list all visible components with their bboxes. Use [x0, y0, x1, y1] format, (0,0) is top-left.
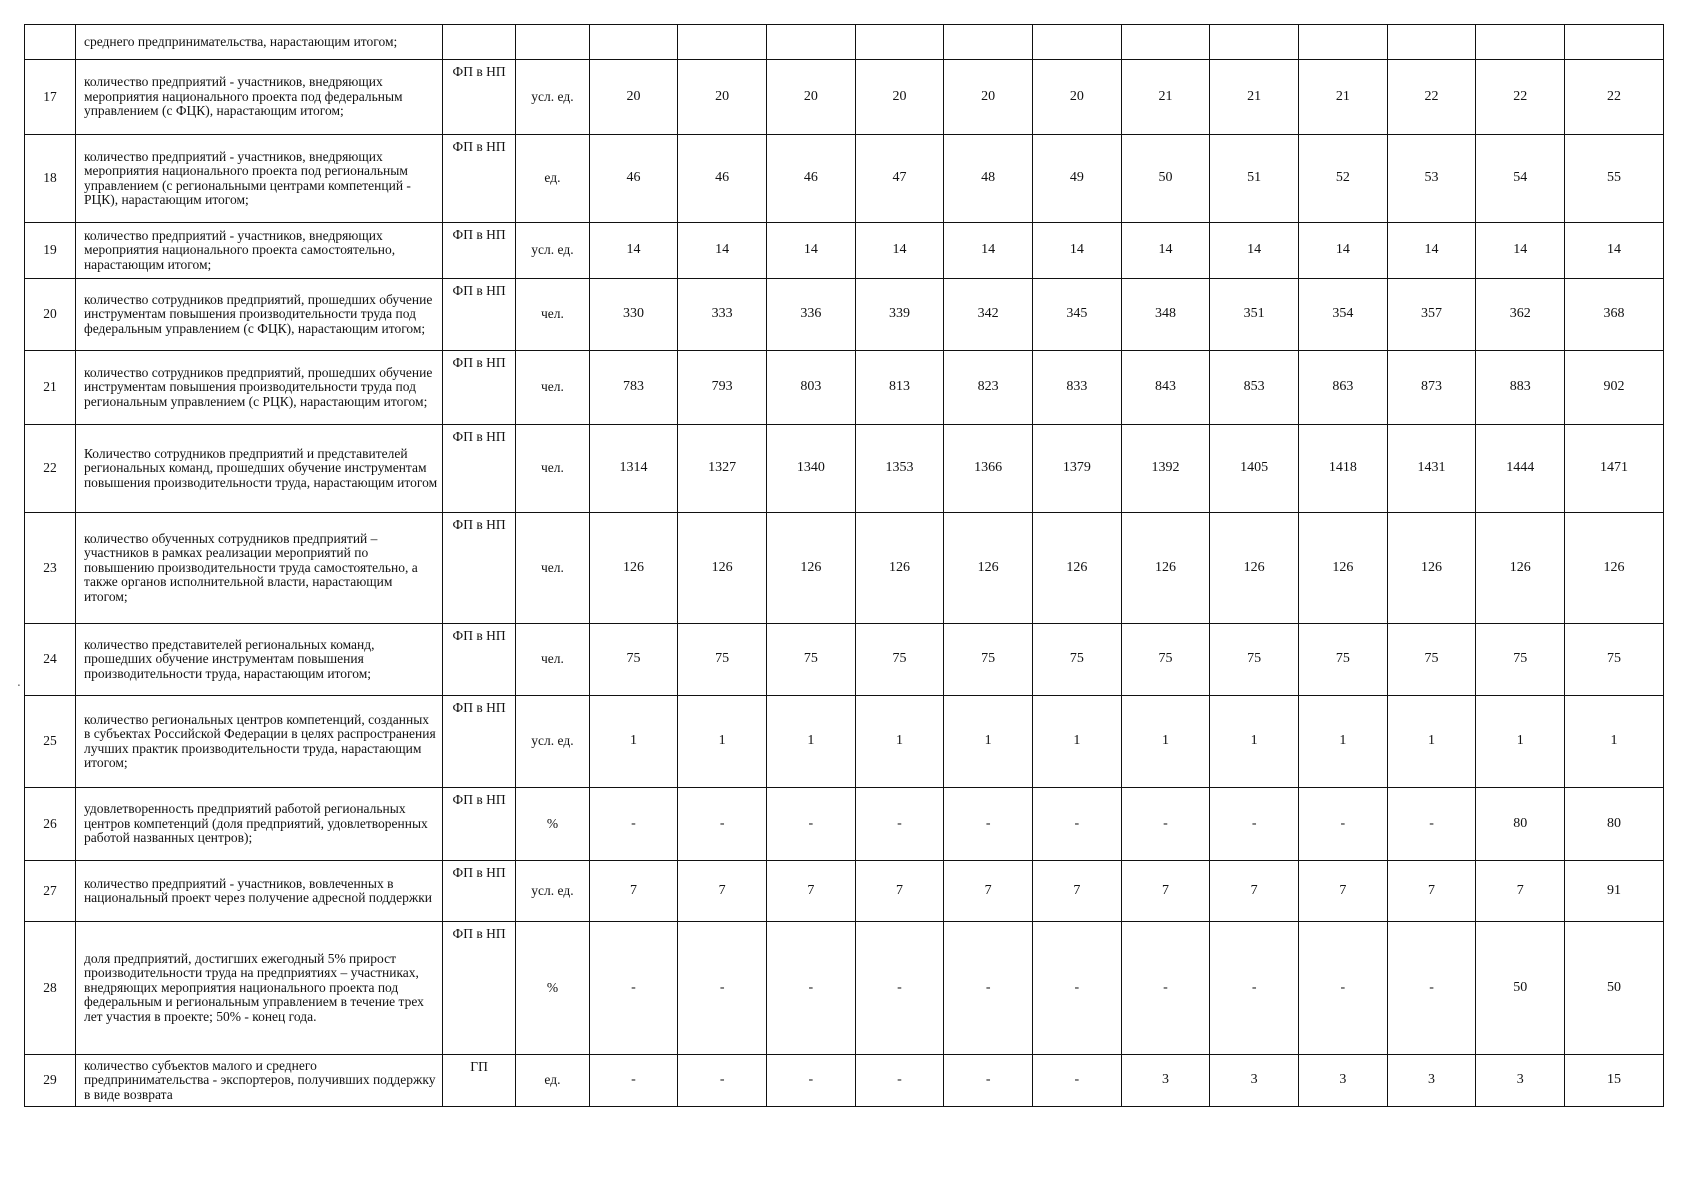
- value-cell: [944, 25, 1033, 60]
- value-cell: 75: [678, 624, 767, 696]
- value-cell: 354: [1299, 279, 1388, 351]
- value-cell: 126: [1476, 513, 1565, 624]
- value-cell: -: [1387, 922, 1476, 1055]
- value-cell: [766, 25, 855, 60]
- value-cell: 46: [766, 135, 855, 223]
- value-cell: 75: [1033, 624, 1122, 696]
- value-cell: 126: [589, 513, 678, 624]
- value-cell: [678, 25, 767, 60]
- value-cell: 1353: [855, 425, 944, 513]
- value-cell: 342: [944, 279, 1033, 351]
- indicator-description-cell: количество предприятий - участников, внедряющих мероприятия национального проекта под региональным управлением (с региональными центрами компетенций - РЦК), нарастающим итогом;: [75, 135, 442, 223]
- unit-cell: чел.: [516, 624, 589, 696]
- value-cell: -: [1299, 788, 1388, 861]
- unit-cell: усл. ед.: [516, 696, 589, 788]
- value-cell: 1471: [1565, 425, 1664, 513]
- value-cell: 22: [1565, 60, 1664, 135]
- value-cell: 1: [766, 696, 855, 788]
- table-row: [25, 25, 1664, 60]
- unit-cell: усл. ед.: [516, 223, 589, 279]
- value-cell: 1392: [1121, 425, 1210, 513]
- value-cell: 75: [1121, 624, 1210, 696]
- value-cell: -: [1121, 922, 1210, 1055]
- unit-cell: чел.: [516, 513, 589, 624]
- value-cell: -: [678, 922, 767, 1055]
- value-cell: -: [766, 922, 855, 1055]
- value-cell: 339: [855, 279, 944, 351]
- row-number-cell: 17: [25, 60, 76, 135]
- value-cell: 126: [1387, 513, 1476, 624]
- value-cell: 1366: [944, 425, 1033, 513]
- value-cell: 126: [766, 513, 855, 624]
- value-cell: 330: [589, 279, 678, 351]
- value-cell: 7: [589, 861, 678, 922]
- value-cell: 345: [1033, 279, 1122, 351]
- indicator-description-cell: количество предприятий - участников, внедряющих мероприятия национального проекта под федеральным управлением (с ФЦК), нарастающим итогом;: [75, 60, 442, 135]
- value-cell: -: [944, 922, 1033, 1055]
- value-cell: 48: [944, 135, 1033, 223]
- table-row: [25, 425, 1664, 513]
- row-number-cell: 18: [25, 135, 76, 223]
- value-cell: 75: [1210, 624, 1299, 696]
- value-cell: 1340: [766, 425, 855, 513]
- value-cell: 7: [678, 861, 767, 922]
- value-cell: 1: [1033, 696, 1122, 788]
- value-cell: 362: [1476, 279, 1565, 351]
- table-row: [25, 60, 1664, 135]
- value-cell: 843: [1121, 351, 1210, 425]
- value-cell: -: [944, 788, 1033, 861]
- value-cell: 813: [855, 351, 944, 425]
- value-cell: 7: [1210, 861, 1299, 922]
- value-cell: 14: [1033, 223, 1122, 279]
- value-cell: 3: [1387, 1055, 1476, 1107]
- value-cell: 75: [1565, 624, 1664, 696]
- value-cell: 7: [1299, 861, 1388, 922]
- value-cell: 873: [1387, 351, 1476, 425]
- value-cell: 20: [766, 60, 855, 135]
- value-cell: 46: [678, 135, 767, 223]
- value-cell: 47: [855, 135, 944, 223]
- row-number-cell: [25, 25, 76, 60]
- indicator-description-cell: доля предприятий, достигших ежегодный 5% прирост производительности труда на предприятиях – участниках, внедряющих мероприятия национального проекта под федеральным и региональным управлением в течение трех лет участия в проекте; 50% - конец года.: [75, 922, 442, 1055]
- value-cell: 7: [855, 861, 944, 922]
- value-cell: [1033, 25, 1122, 60]
- value-cell: 14: [766, 223, 855, 279]
- value-cell: 20: [678, 60, 767, 135]
- value-cell: 14: [855, 223, 944, 279]
- value-cell: 1327: [678, 425, 767, 513]
- unit-cell: усл. ед.: [516, 60, 589, 135]
- value-cell: 863: [1299, 351, 1388, 425]
- source-cell: ФП в НП: [442, 60, 515, 135]
- value-cell: 1: [1476, 696, 1565, 788]
- value-cell: 1: [1387, 696, 1476, 788]
- source-cell: ФП в НП: [442, 279, 515, 351]
- value-cell: 902: [1565, 351, 1664, 425]
- unit-cell: чел.: [516, 425, 589, 513]
- value-cell: 1: [589, 696, 678, 788]
- value-cell: 7: [1121, 861, 1210, 922]
- value-cell: 126: [1299, 513, 1388, 624]
- value-cell: 55: [1565, 135, 1664, 223]
- value-cell: 14: [1210, 223, 1299, 279]
- value-cell: -: [1210, 788, 1299, 861]
- value-cell: 126: [1033, 513, 1122, 624]
- value-cell: 80: [1476, 788, 1565, 861]
- value-cell: [1565, 25, 1664, 60]
- unit-cell: ед.: [516, 135, 589, 223]
- value-cell: 21: [1121, 60, 1210, 135]
- value-cell: 783: [589, 351, 678, 425]
- value-cell: 7: [1387, 861, 1476, 922]
- row-number-cell: 29: [25, 1055, 76, 1107]
- value-cell: -: [855, 788, 944, 861]
- value-cell: -: [1033, 788, 1122, 861]
- table-body: [25, 25, 1664, 1107]
- value-cell: 1314: [589, 425, 678, 513]
- value-cell: 7: [1476, 861, 1565, 922]
- source-cell: ФП в НП: [442, 223, 515, 279]
- value-cell: 91: [1565, 861, 1664, 922]
- unit-cell: ед.: [516, 1055, 589, 1107]
- value-cell: 75: [1387, 624, 1476, 696]
- value-cell: 7: [944, 861, 1033, 922]
- value-cell: 54: [1476, 135, 1565, 223]
- value-cell: 20: [944, 60, 1033, 135]
- value-cell: 351: [1210, 279, 1299, 351]
- margin-mark: .: [17, 675, 21, 689]
- value-cell: 20: [589, 60, 678, 135]
- value-cell: 1: [1210, 696, 1299, 788]
- value-cell: 3: [1476, 1055, 1565, 1107]
- value-cell: 126: [678, 513, 767, 624]
- value-cell: -: [1387, 788, 1476, 861]
- value-cell: 14: [1476, 223, 1565, 279]
- value-cell: 833: [1033, 351, 1122, 425]
- source-cell: ФП в НП: [442, 696, 515, 788]
- value-cell: 1: [678, 696, 767, 788]
- value-cell: 15: [1565, 1055, 1664, 1107]
- value-cell: 80: [1565, 788, 1664, 861]
- value-cell: 1418: [1299, 425, 1388, 513]
- indicator-description-cell: количество представителей региональных команд, прошедших обучение инструментам повышения производительности труда, нарастающим итогом;: [75, 624, 442, 696]
- value-cell: 49: [1033, 135, 1122, 223]
- value-cell: 1379: [1033, 425, 1122, 513]
- value-cell: 52: [1299, 135, 1388, 223]
- indicator-table-page: [24, 24, 1664, 1107]
- value-cell: 75: [589, 624, 678, 696]
- row-number-cell: 24: [25, 624, 76, 696]
- indicator-description-cell: количество сотрудников предприятий, прошедших обучение инструментам повышения производительности труда под региональным управлением (с РЦК), нарастающим итогом;: [75, 351, 442, 425]
- value-cell: -: [1033, 922, 1122, 1055]
- row-number-cell: 23: [25, 513, 76, 624]
- value-cell: 20: [855, 60, 944, 135]
- table-row: [25, 922, 1664, 1055]
- indicator-table: [24, 24, 1664, 1107]
- value-cell: 14: [1299, 223, 1388, 279]
- value-cell: 126: [944, 513, 1033, 624]
- value-cell: 853: [1210, 351, 1299, 425]
- table-row: [25, 351, 1664, 425]
- table-row: [25, 1055, 1664, 1107]
- value-cell: 14: [1565, 223, 1664, 279]
- value-cell: 75: [1299, 624, 1388, 696]
- table-row: [25, 135, 1664, 223]
- value-cell: -: [766, 788, 855, 861]
- value-cell: [1476, 25, 1565, 60]
- source-cell: [442, 25, 515, 60]
- value-cell: 14: [1121, 223, 1210, 279]
- value-cell: 357: [1387, 279, 1476, 351]
- value-cell: 883: [1476, 351, 1565, 425]
- value-cell: 3: [1121, 1055, 1210, 1107]
- indicator-description-cell: Количество сотрудников предприятий и представителей региональных команд, прошедших обучение инструментам повышения производительности труда, нарастающим итогом: [75, 425, 442, 513]
- value-cell: 14: [1387, 223, 1476, 279]
- value-cell: 126: [1210, 513, 1299, 624]
- value-cell: [1387, 25, 1476, 60]
- value-cell: -: [1299, 922, 1388, 1055]
- value-cell: -: [589, 1055, 678, 1107]
- value-cell: 1: [855, 696, 944, 788]
- source-cell: ФП в НП: [442, 922, 515, 1055]
- row-number-cell: 28: [25, 922, 76, 1055]
- source-cell: ФП в НП: [442, 425, 515, 513]
- value-cell: -: [589, 788, 678, 861]
- value-cell: 803: [766, 351, 855, 425]
- value-cell: 20: [1033, 60, 1122, 135]
- value-cell: 3: [1210, 1055, 1299, 1107]
- value-cell: -: [855, 1055, 944, 1107]
- value-cell: 53: [1387, 135, 1476, 223]
- row-number-cell: 19: [25, 223, 76, 279]
- value-cell: -: [678, 788, 767, 861]
- value-cell: 1: [1121, 696, 1210, 788]
- value-cell: 1444: [1476, 425, 1565, 513]
- value-cell: 1: [1299, 696, 1388, 788]
- value-cell: 50: [1565, 922, 1664, 1055]
- value-cell: 7: [1033, 861, 1122, 922]
- source-cell: ФП в НП: [442, 788, 515, 861]
- value-cell: 22: [1476, 60, 1565, 135]
- value-cell: 1: [944, 696, 1033, 788]
- value-cell: -: [678, 1055, 767, 1107]
- value-cell: 1431: [1387, 425, 1476, 513]
- value-cell: -: [1033, 1055, 1122, 1107]
- indicator-description-cell: количество предприятий - участников, внедряющих мероприятия национального проекта самостоятельно, нарастающим итогом;: [75, 223, 442, 279]
- value-cell: 1: [1565, 696, 1664, 788]
- unit-cell: %: [516, 922, 589, 1055]
- value-cell: [589, 25, 678, 60]
- row-number-cell: 27: [25, 861, 76, 922]
- value-cell: 14: [589, 223, 678, 279]
- value-cell: -: [855, 922, 944, 1055]
- unit-cell: чел.: [516, 279, 589, 351]
- value-cell: 336: [766, 279, 855, 351]
- row-number-cell: 21: [25, 351, 76, 425]
- value-cell: 126: [1121, 513, 1210, 624]
- table-row: [25, 279, 1664, 351]
- table-row: [25, 223, 1664, 279]
- table-row: [25, 788, 1664, 861]
- unit-cell: [516, 25, 589, 60]
- value-cell: -: [944, 1055, 1033, 1107]
- source-cell: ГП: [442, 1055, 515, 1107]
- value-cell: [1121, 25, 1210, 60]
- table-row: [25, 624, 1664, 696]
- source-cell: ФП в НП: [442, 513, 515, 624]
- unit-cell: усл. ед.: [516, 861, 589, 922]
- source-cell: ФП в НП: [442, 624, 515, 696]
- source-cell: ФП в НП: [442, 351, 515, 425]
- value-cell: 3: [1299, 1055, 1388, 1107]
- value-cell: 793: [678, 351, 767, 425]
- value-cell: 22: [1387, 60, 1476, 135]
- value-cell: 75: [1476, 624, 1565, 696]
- value-cell: 21: [1210, 60, 1299, 135]
- unit-cell: чел.: [516, 351, 589, 425]
- value-cell: 126: [855, 513, 944, 624]
- value-cell: 333: [678, 279, 767, 351]
- table-row: [25, 696, 1664, 788]
- value-cell: 50: [1121, 135, 1210, 223]
- table-row: [25, 513, 1664, 624]
- table-row: [25, 861, 1664, 922]
- indicator-description-cell: количество предприятий - участников, вовлеченных в национальный проект через получение адресной поддержки: [75, 861, 442, 922]
- indicator-description-cell: количество сотрудников предприятий, прошедших обучение инструментам повышения производительности труда под федеральным управлением (с ФЦК), нарастающим итогом;: [75, 279, 442, 351]
- indicator-description-cell: количество субъектов малого и среднего предпринимательства - экспортеров, получивших поддержку в виде возврата: [75, 1055, 442, 1107]
- source-cell: ФП в НП: [442, 135, 515, 223]
- source-cell: ФП в НП: [442, 861, 515, 922]
- value-cell: 75: [766, 624, 855, 696]
- indicator-description-cell: среднего предпринимательства, нарастающим итогом;: [75, 25, 442, 60]
- value-cell: 368: [1565, 279, 1664, 351]
- value-cell: 50: [1476, 922, 1565, 1055]
- value-cell: 51: [1210, 135, 1299, 223]
- row-number-cell: 20: [25, 279, 76, 351]
- value-cell: 1405: [1210, 425, 1299, 513]
- value-cell: 126: [1565, 513, 1664, 624]
- value-cell: 75: [944, 624, 1033, 696]
- indicator-description-cell: количество обученных сотрудников предприятий – участников в рамках реализации мероприятий по повышению производительности труда самостоятельно, а также органов исполнительной власти, нарастающим итогом;: [75, 513, 442, 624]
- value-cell: 14: [944, 223, 1033, 279]
- indicator-description-cell: количество региональных центров компетенций, созданных в субъектах Российской Федерации в целях распространения лучших практик производительности труда, нарастающим итогом;: [75, 696, 442, 788]
- value-cell: -: [1121, 788, 1210, 861]
- value-cell: -: [1210, 922, 1299, 1055]
- indicator-description-cell: удовлетворенность предприятий работой региональных центров компетенций (доля предприятий, удовлетворенных работой названных центров);: [75, 788, 442, 861]
- unit-cell: %: [516, 788, 589, 861]
- value-cell: 14: [678, 223, 767, 279]
- row-number-cell: 26: [25, 788, 76, 861]
- value-cell: [1210, 25, 1299, 60]
- row-number-cell: 25: [25, 696, 76, 788]
- value-cell: 46: [589, 135, 678, 223]
- value-cell: -: [589, 922, 678, 1055]
- row-number-cell: 22: [25, 425, 76, 513]
- value-cell: 21: [1299, 60, 1388, 135]
- value-cell: -: [766, 1055, 855, 1107]
- value-cell: 823: [944, 351, 1033, 425]
- value-cell: 75: [855, 624, 944, 696]
- value-cell: 7: [766, 861, 855, 922]
- value-cell: [1299, 25, 1388, 60]
- value-cell: [855, 25, 944, 60]
- value-cell: 348: [1121, 279, 1210, 351]
